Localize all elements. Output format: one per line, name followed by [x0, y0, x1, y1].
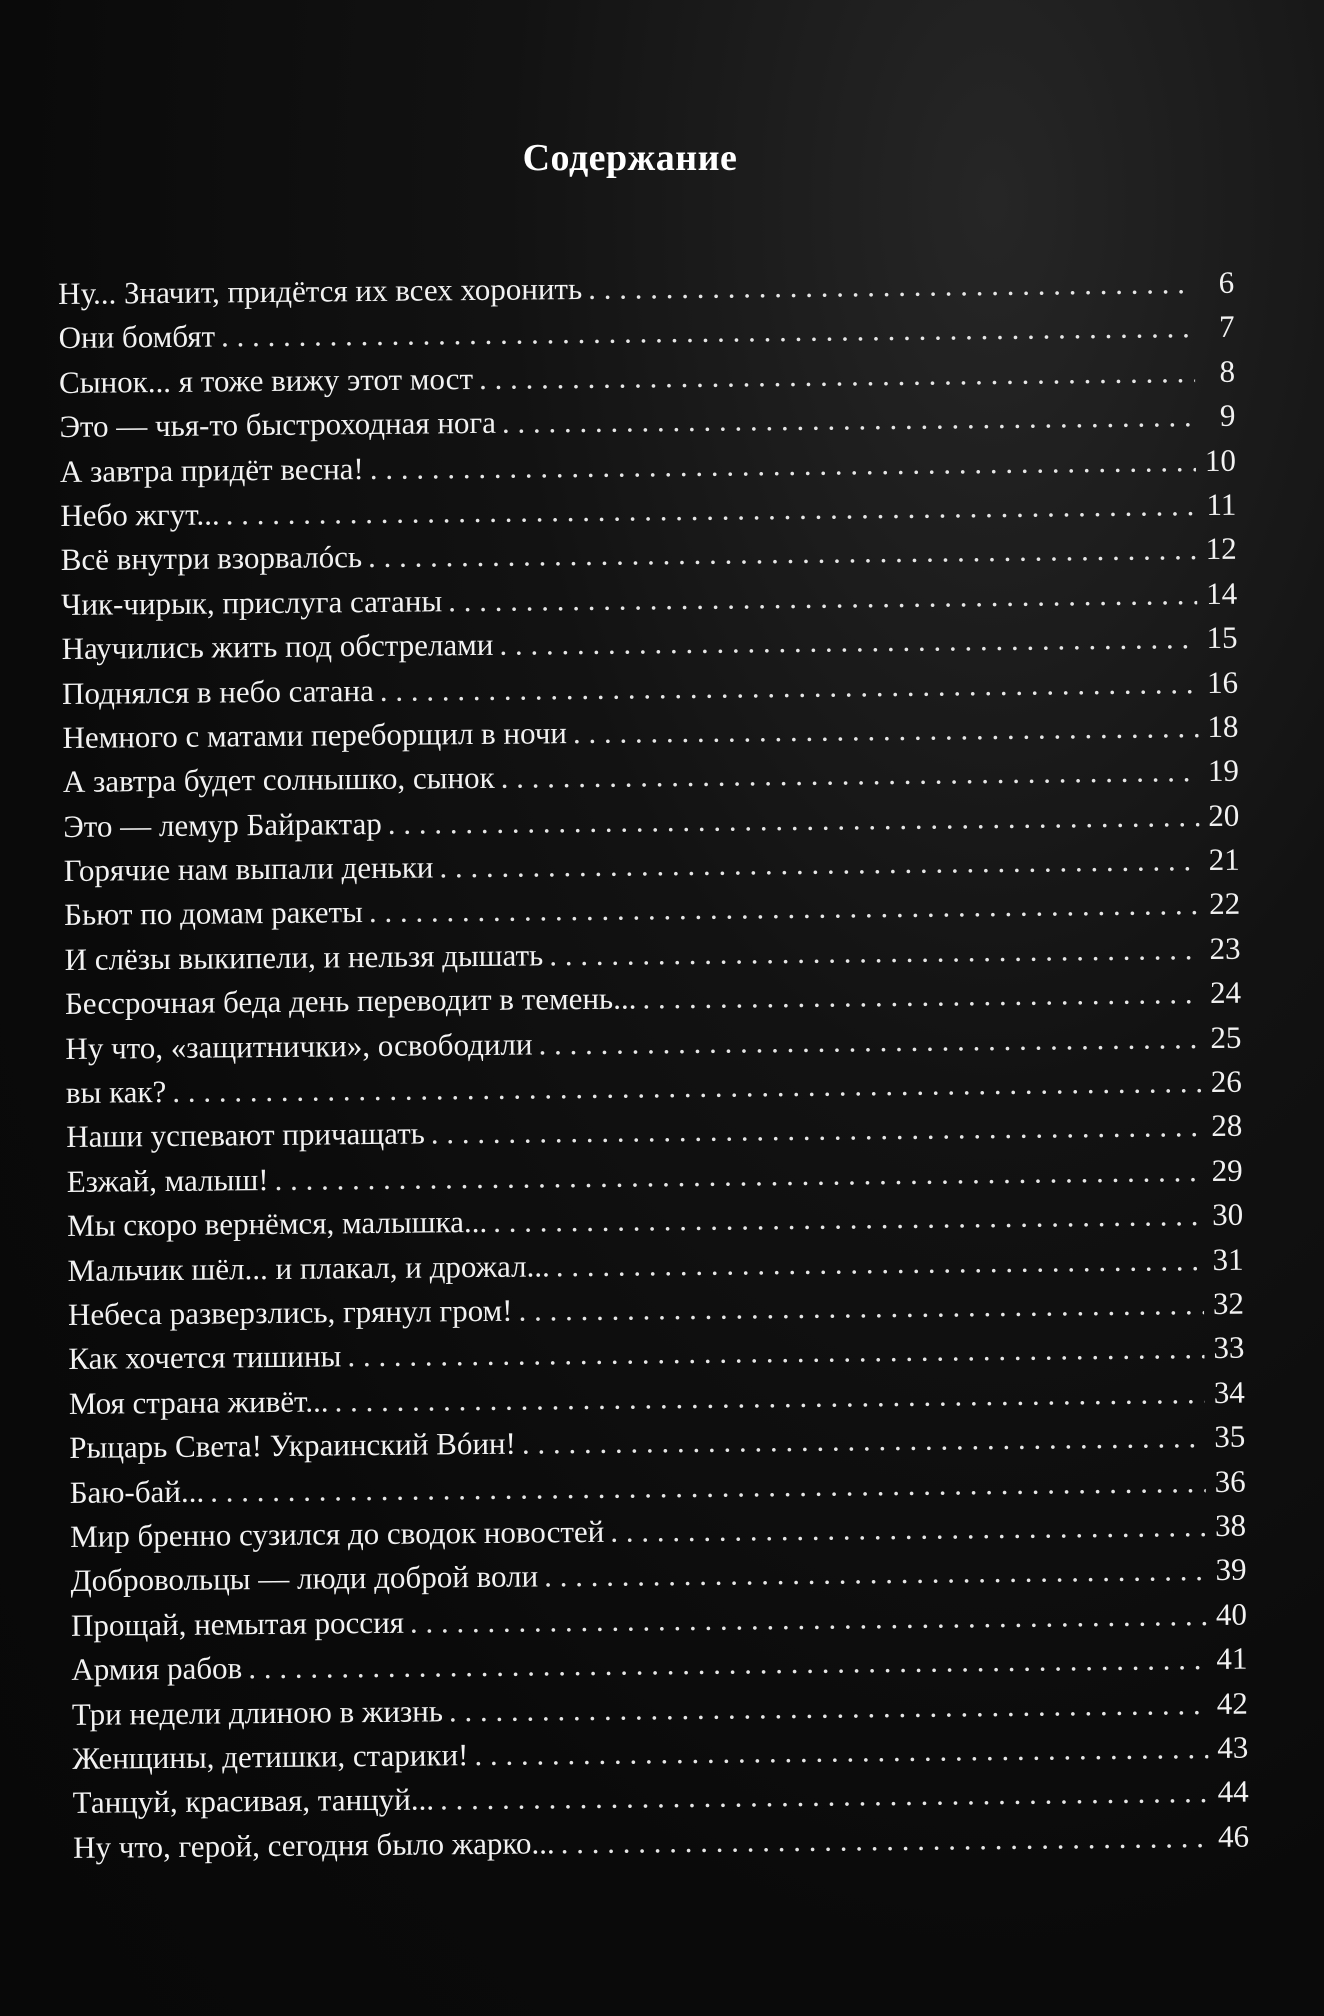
toc-entry-page-number: 36 [1214, 1463, 1246, 1499]
toc-entry-page-number: 15 [1206, 619, 1238, 656]
toc-dot-leader [439, 838, 1200, 889]
toc-entry-title: Бессрочная беда день переводит в темень... [64, 980, 637, 1022]
toc-entry-page-number: 34 [1213, 1374, 1245, 1410]
toc-entry-title: Они бомбят [58, 318, 216, 356]
toc-dot-leader [549, 927, 1201, 977]
toc-entry-title: Наши успевают причащать [66, 1115, 426, 1155]
toc-entry-title: Баю-бай... [69, 1473, 205, 1510]
toc-entry-page-number: 6 [1218, 264, 1235, 300]
toc-dot-leader [474, 1726, 1208, 1777]
toc-entry-title: Рыцарь Света! Украинский Вóин! [69, 1425, 517, 1466]
toc-dot-leader [388, 794, 1200, 846]
toc-dot-leader [544, 1548, 1207, 1598]
toc-dot-leader [347, 1326, 1204, 1378]
toc-dot-leader [380, 661, 1199, 713]
toc-entry-title: Моя страна живёт... [68, 1383, 329, 1421]
toc-entry-title: Танцуй, красивая, танцуй... [72, 1781, 435, 1821]
toc-dot-leader [556, 1238, 1204, 1288]
toc-entry-title: Горячие нам выпали деньки [63, 849, 434, 889]
toc-entry-title: А завтра будет солнышко, сынок [62, 760, 495, 800]
toc-entry-title: Мы скоро вернёмся, малышка... [66, 1204, 488, 1244]
toc-dot-leader [522, 1415, 1206, 1466]
toc-entry-page-number: 40 [1215, 1596, 1248, 1632]
toc-dot-leader [431, 1104, 1203, 1155]
toc-entry-title: Армия рабов [71, 1650, 243, 1688]
toc-dot-leader [479, 350, 1195, 401]
toc-dot-leader [368, 527, 1197, 579]
toc-dot-leader [518, 1282, 1204, 1333]
toc-entry-title: Ну... Значит, придётся их всех хоронить [58, 270, 583, 311]
toc-dot-leader [560, 1815, 1209, 1865]
toc-entry-page-number: 44 [1217, 1773, 1249, 1810]
toc-entry-title: Три недели длиною в жизнь [71, 1692, 444, 1732]
toc-entry-page-number: 12 [1205, 531, 1237, 567]
toc-entry-title: Ну что, «защитнички», освободили [65, 1026, 533, 1066]
toc-entry-title: Бьют по домам ракеты [64, 894, 364, 933]
toc-entry-page-number: 42 [1216, 1685, 1248, 1721]
toc-dot-leader [573, 705, 1199, 755]
table-of-contents [58, 261, 1249, 1870]
toc-dot-leader [448, 572, 1197, 623]
toc-dot-leader [642, 971, 1201, 1020]
toc-dot-leader [500, 749, 1199, 800]
toc-entry-title: А завтра придёт весна! [59, 450, 364, 489]
toc-entry-page-number: 19 [1207, 752, 1240, 789]
toc-entry-page-number: 43 [1217, 1729, 1249, 1765]
toc-entry-title: Сынок... я тоже вижу этот мост [58, 360, 474, 400]
toc-entry-page-number: 21 [1208, 841, 1240, 878]
toc-dot-leader [502, 394, 1196, 445]
toc-entry-page-number: 25 [1210, 1019, 1242, 1055]
toc-entry-title: Мир бренно сузился до сводок новостей [69, 1513, 605, 1554]
toc-entry-page-number: 28 [1211, 1108, 1243, 1144]
toc-entry-title: Езжай, малыш! [66, 1161, 269, 1199]
toc-dot-leader [499, 616, 1198, 667]
toc-entry-title: Небеса разверзлись, грянул гром! [67, 1292, 513, 1332]
toc-entry-page-number: 10 [1204, 442, 1237, 478]
toc-entry-title: Чик-чирык, прислуга сатаны [61, 583, 443, 622]
toc-dot-leader [370, 439, 1197, 491]
toc-entry-page-number: 39 [1215, 1551, 1247, 1588]
toc-dot-leader [449, 1682, 1208, 1733]
toc-entry-title: Ну что, герой, сегодня было жарко... [72, 1824, 555, 1865]
toc-entry-page-number: 41 [1216, 1640, 1248, 1677]
toc-entry-page-number: 9 [1219, 397, 1236, 434]
toc-dot-leader [588, 261, 1194, 311]
toc-entry-page-number: 22 [1208, 886, 1241, 922]
toc-entry-page-number: 23 [1209, 930, 1241, 966]
toc-entry-title: Женщины, детишки, старики! [72, 1737, 469, 1776]
toc-entry-page-number: 26 [1210, 1063, 1242, 1100]
toc-dot-leader [493, 1193, 1203, 1244]
toc-entry-title: Это — чья-то быстроходная нога [59, 404, 497, 445]
toc-entry-title: вы как? [65, 1074, 167, 1110]
toc-entry-title: Это — лемур Байрактар [63, 805, 382, 844]
toc-entry-page-number: 11 [1206, 486, 1237, 522]
toc-entry-page-number: 14 [1205, 575, 1238, 611]
toc-entry-title: Как хочется тишины [68, 1338, 342, 1377]
toc-entry-title: Прощай, немытая poссия [70, 1604, 405, 1643]
toc-entry-title: Немного с матами переборщил в ночи [62, 715, 568, 755]
toc-entry-page-number: 31 [1212, 1241, 1244, 1277]
toc-entry-page-number: 35 [1214, 1418, 1246, 1455]
toc-dot-leader [334, 1371, 1205, 1423]
toc-entry-title: Поднялся в небо сатана [61, 672, 374, 711]
toc-dot-leader [369, 883, 1201, 935]
toc-dot-leader [410, 1593, 1207, 1645]
toc-entry-title: Научились жить под обстрелами [61, 626, 494, 667]
toc-entry-title: Всё внутри взорвалóсь [60, 539, 363, 578]
toc-entry-page-number: 30 [1211, 1196, 1244, 1233]
toc-entry-page-number: 24 [1209, 974, 1242, 1011]
toc-entry-title: Добровольцы — люди доброй воли [70, 1558, 539, 1599]
toc-entry-page-number: 7 [1218, 309, 1235, 345]
toc-dot-leader [538, 1016, 1201, 1066]
toc-entry-page-number: 8 [1219, 353, 1236, 389]
toc-entry-title: И слёзы выкипели, и нельзя дышать [64, 937, 544, 977]
toc-entry-title: Небо жгут... [60, 496, 220, 533]
toc-entry-page-number: 29 [1211, 1152, 1243, 1188]
toc-entry-page-number: 46 [1217, 1818, 1250, 1854]
toc-dot-leader [440, 1770, 1209, 1821]
toc-dot-leader [610, 1504, 1206, 1554]
toc-entry-page-number: 33 [1213, 1330, 1245, 1366]
contents-heading: Содержание [522, 137, 738, 179]
toc-entry-title: Мальчик шёл... и плакал, и дрожал... [67, 1247, 550, 1288]
toc-entry-page-number: 16 [1206, 664, 1239, 700]
toc-entry-page-number: 32 [1212, 1285, 1245, 1321]
toc-entry-page-number: 20 [1208, 797, 1240, 833]
toc-entry-page-number: 38 [1214, 1507, 1247, 1543]
toc-entry-page-number: 18 [1207, 708, 1239, 744]
